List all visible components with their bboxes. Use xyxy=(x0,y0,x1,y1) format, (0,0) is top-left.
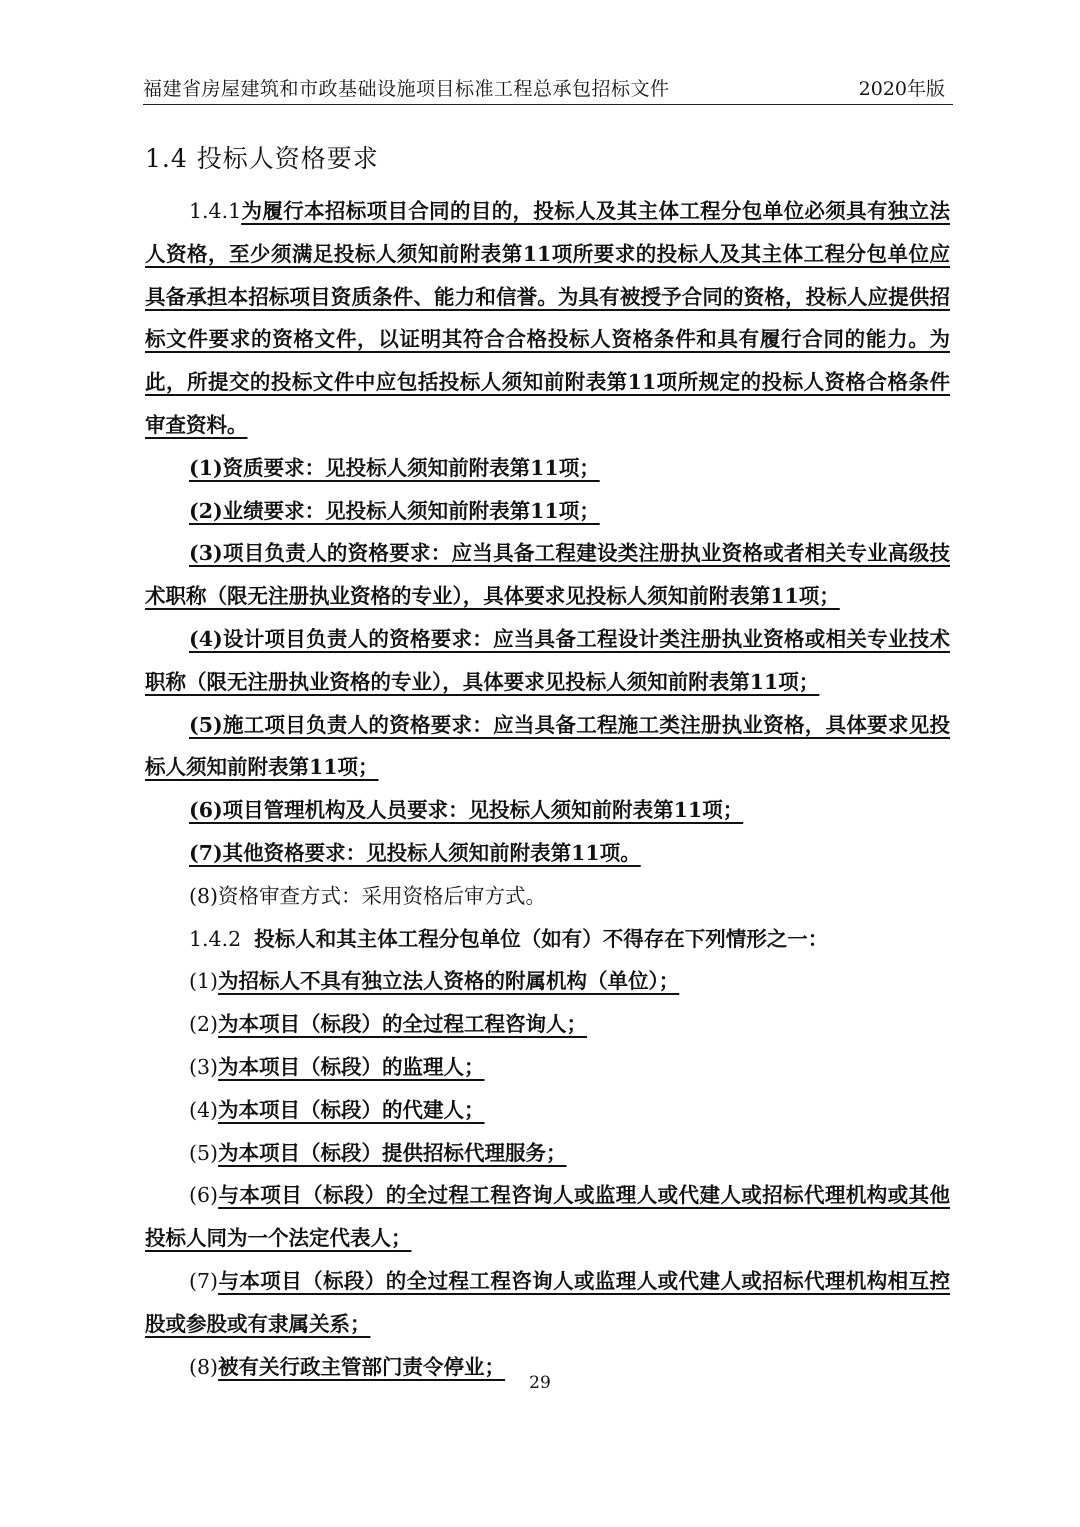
clause-number: 1.4.2 xyxy=(189,926,242,951)
item-text: 为招标人不具有独立法人资格的附属机构（单位）； xyxy=(218,969,680,994)
item-label: (7) xyxy=(189,1268,219,1293)
requirement-item-text: (5)施工项目负责人的资格要求：应当具备工程施工类注册执业资格，具体要求见投标人须知前附表第11项； xyxy=(145,712,950,780)
requirement-item-text: (2)业绩要求：见投标人须知前附表第11项； xyxy=(189,498,600,523)
requirement-item-text: (3)项目负责人的资格要求：应当具备工程建设类注册执业资格或者相关专业高级技术职称（限无注册执业资格的专业），具体要求见投标人须知前附表第11项； xyxy=(145,541,950,609)
clause-1-4-1 xyxy=(145,190,950,447)
requirement-item-text: (4)设计项目负责人的资格要求：应当具备工程设计类注册执业资格或相关专业技术职称（限无注册执业资格的专业），具体要求见投标人须知前附表第11项； xyxy=(145,626,950,694)
document-title: 福建省房屋建筑和市政基础设施项目标准工程总承包招标文件 xyxy=(143,78,670,100)
item-text: 为本项目（标段）提供招标代理服务； xyxy=(218,1140,567,1165)
requirement-item xyxy=(145,875,950,918)
edition-label: 2020年版 xyxy=(858,78,945,100)
item-label: (5) xyxy=(189,1140,219,1165)
requirement-item xyxy=(145,704,950,790)
exclusion-item xyxy=(145,1046,950,1089)
page-header xyxy=(143,76,953,105)
item-label: (6) xyxy=(189,1183,219,1208)
clause-number: 1.4.1 xyxy=(189,199,242,223)
item-label: (4) xyxy=(189,1097,219,1122)
item-text: 为本项目（标段）的代建人； xyxy=(218,1097,485,1122)
exclusion-item xyxy=(145,1003,950,1046)
clause-text: 为履行本招标项目合同的目的，投标人及其主体工程分包单位必须具有独立法人资格，至少须满足投标人须知前附表第11项所要求的投标人及其主体工程分包单位应具备承担本招标项目资质条件、能力和信誉。为具有被授予合同的资格，投标人应提供招标文件要求的资格文件，以证明其符合合格投标人资格条件和具有履行合同的能力。为此，所提交的投标文件中应包括投标人须知前附表第11项所规定的投标人资格合格条件审查资料。 xyxy=(145,199,950,437)
item-label: (8) xyxy=(189,1354,219,1379)
item-text: 与本项目（标段）的全过程工程咨询人或监理人或代建人或招标代理机构相互控股或参股或有隶属关系； xyxy=(145,1268,950,1336)
document-body xyxy=(145,190,950,1388)
item-label: (3) xyxy=(189,1054,219,1079)
requirement-item xyxy=(145,832,950,875)
page-number: 29 xyxy=(529,1373,551,1393)
requirement-item xyxy=(145,618,950,704)
exclusion-item xyxy=(145,1260,950,1346)
requirement-item xyxy=(145,532,950,618)
requirement-item-text: (6)项目管理机构及人员要求：见投标人须知前附表第11项； xyxy=(189,798,744,823)
exclusion-item xyxy=(145,960,950,1003)
requirement-item xyxy=(145,490,950,533)
item-label: (1) xyxy=(189,969,219,994)
section-heading: 1.4 投标人资格要求 xyxy=(145,144,379,173)
item-text: 被有关行政主管部门责令停业； xyxy=(218,1354,506,1379)
item-text: 为本项目（标段）的全过程工程咨询人； xyxy=(218,1012,588,1037)
requirement-item-text: (8)资格审查方式：采用资格后审方式。 xyxy=(189,883,547,908)
clause-1-4-2 xyxy=(145,918,950,961)
exclusion-item xyxy=(145,1132,950,1175)
requirement-item xyxy=(145,789,950,832)
requirement-item-text: (7)其他资格要求：见投标人须知前附表第11项。 xyxy=(189,840,641,865)
item-text: 为本项目（标段）的监理人； xyxy=(218,1054,485,1079)
item-label: (2) xyxy=(189,1012,219,1037)
clause-text: 投标人和其主体工程分包单位（如有）不得存在下列情形之一： xyxy=(254,926,829,951)
requirement-item xyxy=(145,447,950,490)
item-text: 与本项目（标段）的全过程工程咨询人或监理人或代建人或招标代理机构或其他投标人同为一个法定代表人； xyxy=(145,1183,950,1251)
exclusion-item xyxy=(145,1089,950,1132)
exclusion-item xyxy=(145,1174,950,1260)
requirement-item-text: (1)资质要求：见投标人须知前附表第11项； xyxy=(189,455,600,480)
